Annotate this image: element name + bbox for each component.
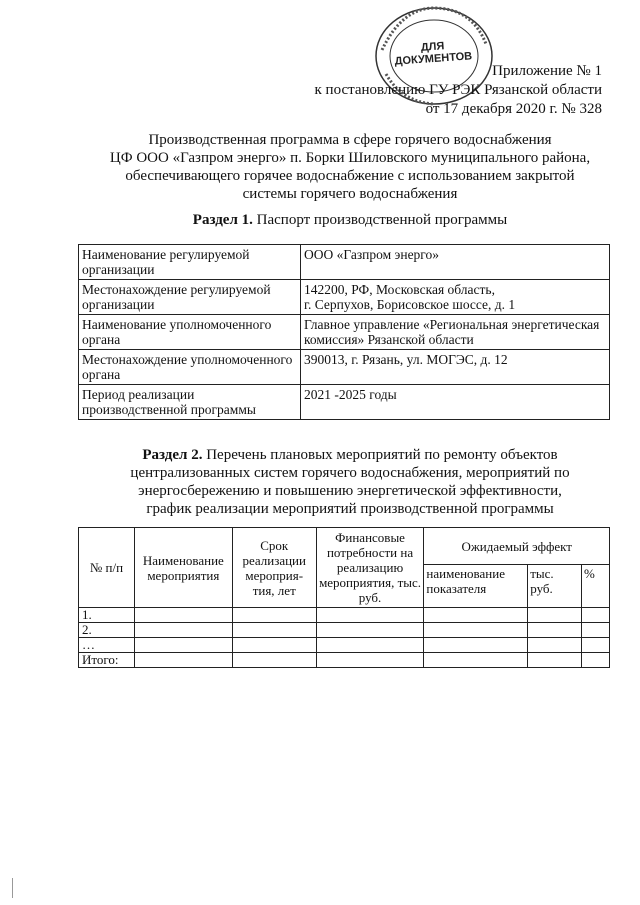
scan-edge-mark xyxy=(12,878,13,898)
table-row: … xyxy=(79,638,610,653)
table-row: Наименование уполномоченного органа Главное управление «Региональная энергетическая комиссия» Рязанской области xyxy=(79,315,610,350)
document-title: Производственная программа в сфере горячего водоснабжения ЦФ ООО «Газпром энерго» п. Борки Шиловского муниципального района, обеспечивающего горячее водоснабжение с использованием закрытой системы горячего водоснабжения xyxy=(109,132,591,202)
table-row: Период реализации производственной программы 2021 -2025 годы xyxy=(79,385,610,420)
appendix-header: Приложение № 1 к постановлению ГУ РЭК Рязанской области от 17 декабря 2020 г. № 328 xyxy=(314,63,602,117)
table-row: 2. xyxy=(79,623,610,638)
header-rub: тыс. руб. xyxy=(528,565,582,608)
measures-table xyxy=(78,527,610,668)
table-header-row xyxy=(79,528,610,565)
header-finance: Финансовые потребности на реализацию мероприятия, тыс. руб. xyxy=(316,528,424,608)
section-1-heading: Раздел 1. Паспорт производственной программы xyxy=(192,212,508,228)
header-term: Срок реализации мероприя-тия, лет xyxy=(232,528,316,608)
table-row: Местонахождение уполномоченного органа 390013, г. Рязань, ул. МОГЭС, д. 12 xyxy=(79,350,610,385)
passport-table xyxy=(78,244,610,420)
table-row: Наименование регулируемой организации ООО «Газпром энерго» xyxy=(79,245,610,280)
stamp-text: ДЛЯ ДОКУМЕНТОВ xyxy=(394,40,473,68)
header-num: № п/п xyxy=(79,528,135,608)
header-indicator: наименование показателя xyxy=(424,565,528,608)
header-name: Наименование мероприятия xyxy=(134,528,232,608)
table-row: Итого: xyxy=(79,653,610,668)
section-2-heading: Раздел 2. Перечень плановых мероприятий по ремонту объектов централизованных систем горячего водоснабжения, мероприятий по энергосбережению и повышению энергетической эффективности, график реализации мероприятий производственной программы xyxy=(130,447,570,517)
header-percent: % xyxy=(582,565,610,608)
table-row: 1. xyxy=(79,608,610,623)
table-row: Местонахождение регулируемой организации 142200, РФ, Московская область, г. Серпухов, Борисовское шоссе, д. 1 xyxy=(79,280,610,315)
header-effect: Ожидаемый эффект xyxy=(424,528,610,565)
